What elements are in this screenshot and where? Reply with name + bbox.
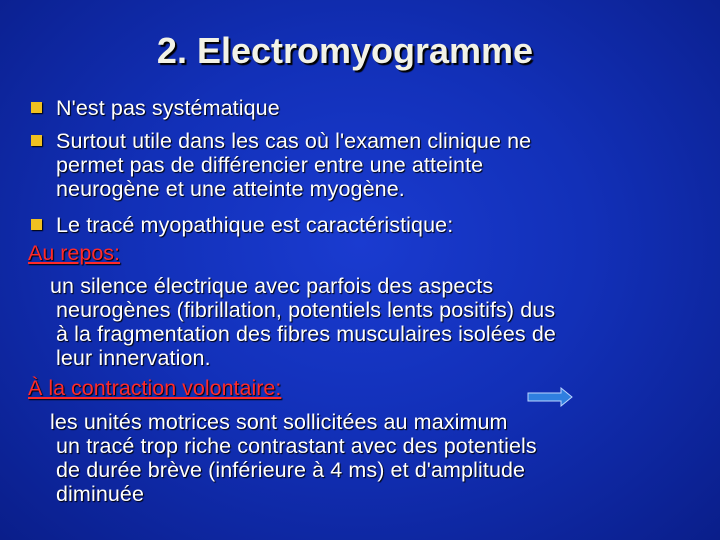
bullet-2-line-1: Surtout utile dans les cas où l'examen clinique ne <box>56 129 532 153</box>
contraction-line-2: un tracé trop riche contrastant avec des potentiels <box>56 434 537 458</box>
bullet-marker <box>31 102 42 113</box>
contraction-heading: À la contraction volontaire: <box>28 376 282 400</box>
repos-line-1: un silence électrique avec parfois des aspects <box>50 274 494 298</box>
contraction-line-1: les unités motrices sont sollicitées au maximum <box>50 410 508 434</box>
slide-title: 2. Electromyogramme <box>156 30 534 71</box>
bullet-3-line-1: Le tracé myopathique est caractéristique: <box>56 213 454 237</box>
repos-line-4: leur innervation. <box>56 346 211 370</box>
contraction-line-4: diminuée <box>56 482 145 506</box>
bullet-2-line-3: neurogène et une atteinte myogène. <box>56 177 405 201</box>
right-arrow-icon <box>527 387 573 407</box>
bullet-1-line-1: N'est pas systématique <box>56 96 280 120</box>
bullet-marker <box>31 135 42 146</box>
bullet-2-line-2: permet pas de différencier entre une atteinte <box>56 153 484 177</box>
repos-line-3: à la fragmentation des fibres musculaires isolées de <box>56 322 556 346</box>
bullet-marker <box>31 219 42 230</box>
contraction-line-3: de durée brève (inférieure à 4 ms) et d'amplitude <box>56 458 526 482</box>
repos-line-2: neurogènes (fibrillation, potentiels lents positifs) dus <box>56 298 556 322</box>
repos-heading: Au repos: <box>28 241 121 265</box>
